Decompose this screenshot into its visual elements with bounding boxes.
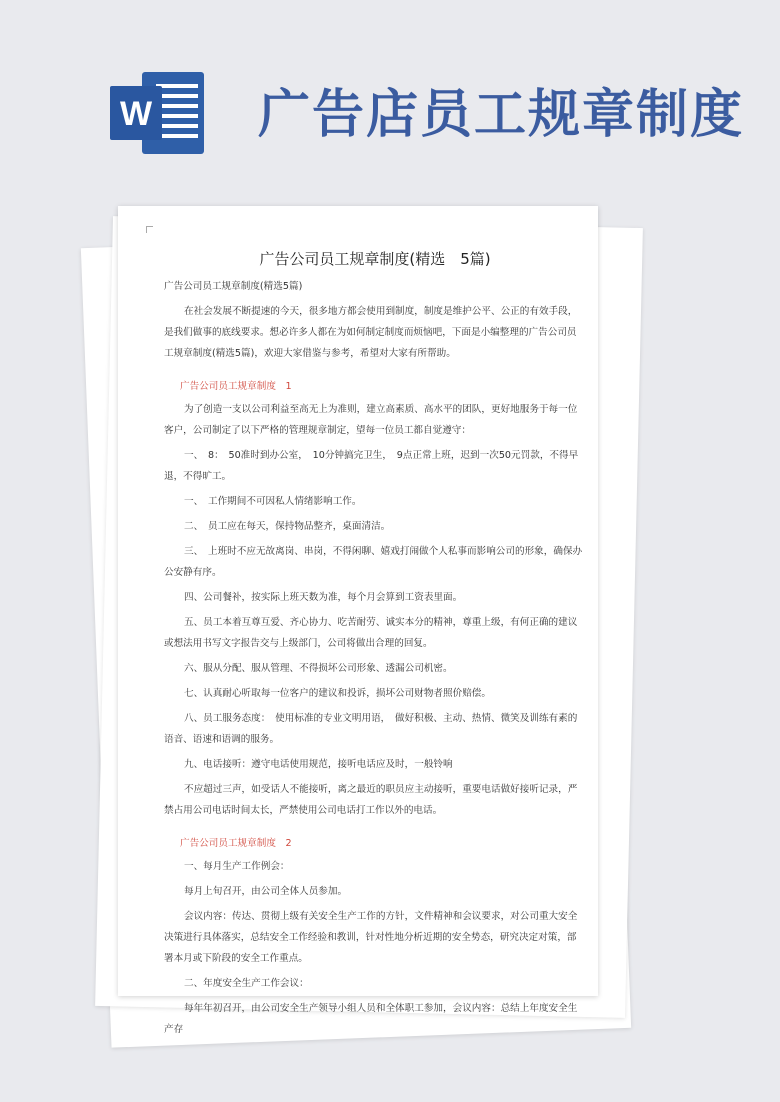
- paragraph: 三、 上班时不应无故离岗、串岗，不得闲聊、嬉戏打闹做个人私事而影响公司的形象，确保办公安静有序。: [164, 546, 583, 578]
- paragraph: 每年年初召开，由公司安全生产领导小组人员和全体职工参加，会议内容：总结上年度安全生产存: [164, 1003, 578, 1035]
- paragraph: 八、员工服务态度： 使用标准的专业文明用语， 做好积极、主动、热情、微笑及训练有素的语音、语速和语调的服务。: [164, 713, 578, 745]
- document-page: [118, 206, 598, 1035]
- paragraph: 一、每月生产工作例会：: [184, 861, 290, 872]
- word-logo-letter: W: [119, 95, 153, 133]
- paragraph: 会议内容：传达、贯彻上级有关安全生产工作的方针，文件精神和会议要求，对公司重大安全决策进行具体落实，总结安全工作经验和教训，针对性地分析近期的安全势态，研究决定对策，部署本月或下阶段的安全工作重点。: [164, 911, 578, 964]
- document-body: [164, 246, 586, 1044]
- paragraph: 六、服从分配、服从管理、不得损坏公司形象、透漏公司机密。: [184, 663, 453, 674]
- paragraph: 九、电话接听：遵守电话使用规范，接听电话应及时，一般铃响: [184, 759, 453, 770]
- paragraph: 每月上旬召开，由公司全体人员参加。: [184, 886, 348, 897]
- paragraph: 一、 工作期间不可因私人情绪影响工作。: [184, 496, 362, 507]
- paragraph: 二、 员工应在每天，保持物品整齐，桌面清洁。: [184, 521, 391, 532]
- header-banner: [0, 0, 780, 200]
- paragraph: 一、 8： 50准时到办公室， 10分钟搞完卫生， 9点正常上班，迟到一次50元罚款，不得早退，不得旷工。: [164, 450, 579, 482]
- document-title: 广告公司员工规章制度(精选 5篇): [259, 250, 491, 268]
- paragraph: 为了创造一支以公司利益至高无上为准则，建立高素质、高水平的团队，更好地服务于每一位客户，公司制定了以下严格的管理规章制定，望每一位员工都自觉遵守：: [164, 404, 578, 436]
- page-title: 广告店员工规章制度: [258, 85, 745, 145]
- intro-paragraph: 在社会发展不断提速的今天，很多地方都会使用到制度，制度是维护公平、公正的有效手段，是我们做事的底线要求。想必许多人都在为如何制定制度而烦恼吧，下面是小编整理的广告公司员工规章制度(精选5篇)，欢迎大家借鉴与参考，希望对大家有所帮助。: [164, 306, 578, 359]
- document-subtitle: 广告公司员工规章制度(精选5篇): [164, 281, 303, 292]
- page-corner-mark: [146, 226, 153, 233]
- paragraph: 五、员工本着互尊互爱、齐心协力、吃苦耐劳、诚实本分的精神，尊重上级，有何正确的建议或想法用书写文字报告交与上级部门，公司将做出合理的回复。: [164, 617, 578, 649]
- paragraph: 七、认真耐心听取每一位客户的建议和投诉，损坏公司财物者照价赔偿。: [184, 688, 491, 699]
- section-heading: 广告公司员工规章制度 1: [180, 381, 292, 392]
- section-heading: 广告公司员工规章制度 2: [180, 838, 292, 849]
- word-icon: [108, 68, 208, 158]
- paragraph: 不应超过三声，如受话人不能接听，离之最近的职员应主动接听，重要电话做好接听记录，严禁占用公司电话时间太长，严禁使用公司电话打工作以外的电话。: [164, 784, 578, 816]
- paragraph: 四、公司餐补，按实际上班天数为准，每个月会算到工资表里面。: [184, 592, 463, 603]
- paragraph: 二、年度安全生产工作会议：: [184, 978, 309, 989]
